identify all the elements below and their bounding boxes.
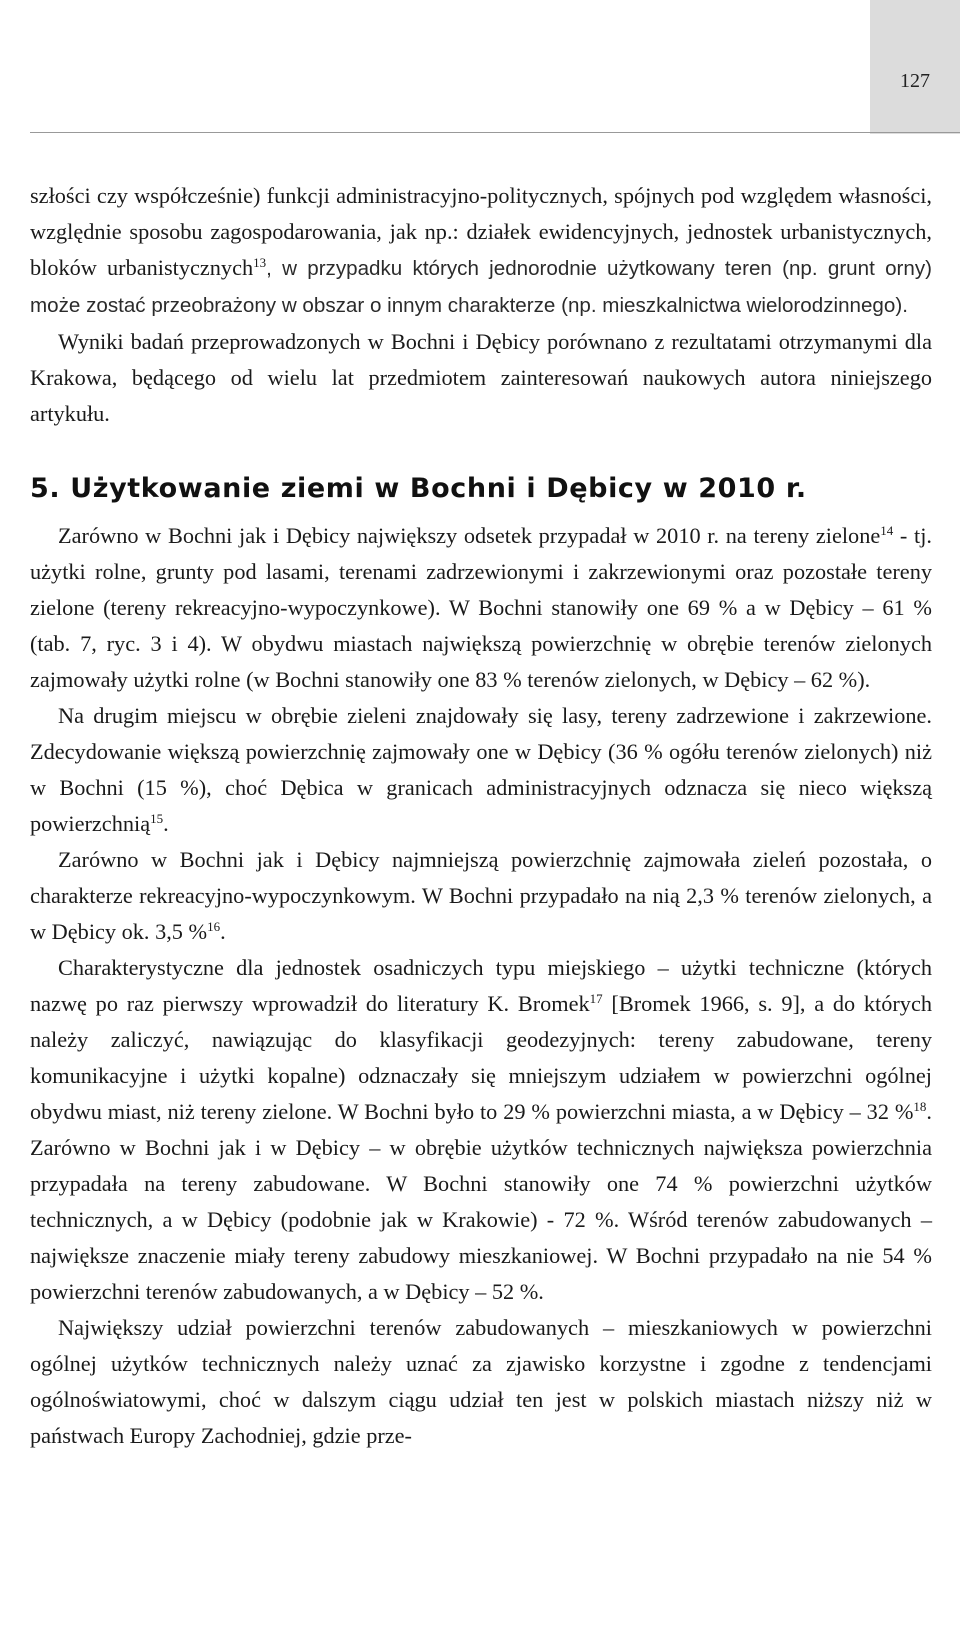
footnote-ref-13: 13 bbox=[253, 255, 267, 270]
paragraph-4 bbox=[30, 950, 932, 1310]
paragraph-1 bbox=[30, 518, 932, 698]
paragraph-2-text-a: Na drugim miejscu w obrębie zieleni znajdowały się lasy, tereny zadrzewione i zakrzewione. Zdecydowanie większą powierzchnię zajmowały one w Dębicy (36 % ogółu terenów zielonych) niż w Bochni (15 %), choć Dębica w granicach administracyjnych odznacza się nieco większą powierzchnią bbox=[30, 703, 932, 836]
paragraph-3-text-a: Zarówno w Bochni jak i Dębicy najmniejszą powierzchnię zajmowała zieleń pozostała, o charakterze rekreacyjno-wypoczynkowym. W Bochni przypadało na nią 2,3 % terenów zielonych, a w Dębicy ok. 3,5 % bbox=[30, 847, 932, 944]
page-number-tab bbox=[870, 0, 960, 134]
intro-paragraph-2: Wyniki badań przeprowadzonych w Bochni i Dębicy porównano z rezultatami otrzymanymi dla Krakowa, będącego od wielu lat przedmiotem zainteresowań naukowych autora niniejszego artykułu. bbox=[30, 329, 932, 426]
paragraph-3-text-b: . bbox=[220, 919, 226, 944]
paragraph-5: Największy udział powierzchni terenów zabudowanych – mieszkaniowych w powierzchni ogólnej użytków technicznych należy uznać za zjawisko korzystne i zgodne z tendencjami ogólnoświatowymi, choć w dalszym ciągu udział ten jest w polskich miastach niższy niż w państwach Europy Zachodniej, gdzie prze- bbox=[30, 1315, 932, 1448]
intro-paragraph bbox=[30, 178, 932, 324]
page-number: 127 bbox=[900, 70, 930, 92]
paragraph-1-text-a: Zarówno w Bochni jak i Dębicy największy odsetek przypadał w 2010 r. na tereny zielone bbox=[58, 523, 881, 548]
intro-sans-text: , w przypadku których jednorodnie użytkowany teren (np. grunt orny) może zostać przeobrażony w obszar o innym charakterze (np. mieszkalnictwa wielorodzinnego). bbox=[30, 257, 932, 317]
header-rule bbox=[30, 132, 960, 133]
footnote-ref-15: 15 bbox=[150, 811, 164, 826]
intro-serif-text: szłości czy współcześnie) funkcji administracyjno-politycznych, spójnych pod względem własności, względnie sposobu zagospodarowania, jak np.: działek ewidencyjnych, jednostek urbanistycznych, bloków urbanistycznych bbox=[30, 183, 932, 280]
paragraph-3 bbox=[30, 842, 932, 950]
section-heading: 5. Użytkowanie ziemi w Bochni i Dębicy w 2010 r. bbox=[30, 473, 807, 504]
footnote-ref-17: 17 bbox=[589, 991, 603, 1006]
footnote-ref-14: 14 bbox=[880, 523, 894, 538]
paragraph-2 bbox=[30, 698, 932, 842]
footnote-ref-16: 16 bbox=[207, 919, 221, 934]
footnote-ref-18: 18 bbox=[913, 1099, 927, 1114]
paragraph-4-text-a: Charakterystyczne dla jednostek osadniczych typu miejskiego – użytki techniczne (których nazwę po raz pierwszy wprowadził do literatury K. Bromek bbox=[30, 955, 932, 1016]
page-body bbox=[30, 178, 932, 1454]
paragraph-4-text-c: . Zarówno w Bochni jak i w Dębicy – w obrębie użytków technicznych największa powierzchnia przypadała na tereny zabudowane. W Bochni stanowiły one 74 % powierzchni użytków technicznych, a w Dębicy (podobnie jak w Krakowie) - 72 %. Wśród terenów zabudowanych – największe znaczenie miały tereny zabudowy mieszkaniowej. W Bochni przypadało na nie 54 % powierzchni terenów zabudowanych, a w Dębicy – 52 %. bbox=[30, 1099, 932, 1304]
paragraph-4-text-b: [Bromek 1966, s. 9], a do których należy zaliczyć, nawiązując do klasyfikacji geodezyjnych: tereny zabudowane, tereny komunikacyjne i użytki kopalne) odznaczały się mniejszym udziałem w powierzchni ogólnej obydwu miast, niż tereny zielone. W Bochni było to 29 % powierzchni miasta, a w Dębicy – 32 % bbox=[30, 991, 932, 1124]
paragraph-2-text-b: . bbox=[163, 811, 169, 836]
paragraph-1-text-b: - tj. użytki rolne, grunty pod lasami, terenami zadrzewionymi i zakrzewionymi oraz pozostałe tereny zielone (tereny rekreacyjno-wypoczynkowe). W Bochni stanowiły one 69 % a w Dębicy – 61 % (tab. 7, ryc. 3 i 4). W obydwu miastach największą powierzchnię w obrębie terenów zielonych zajmowały użytki rolne (w Bochni stanowiły one 83 % terenów zielonych, w Dębicy – 62 %). bbox=[30, 523, 932, 692]
